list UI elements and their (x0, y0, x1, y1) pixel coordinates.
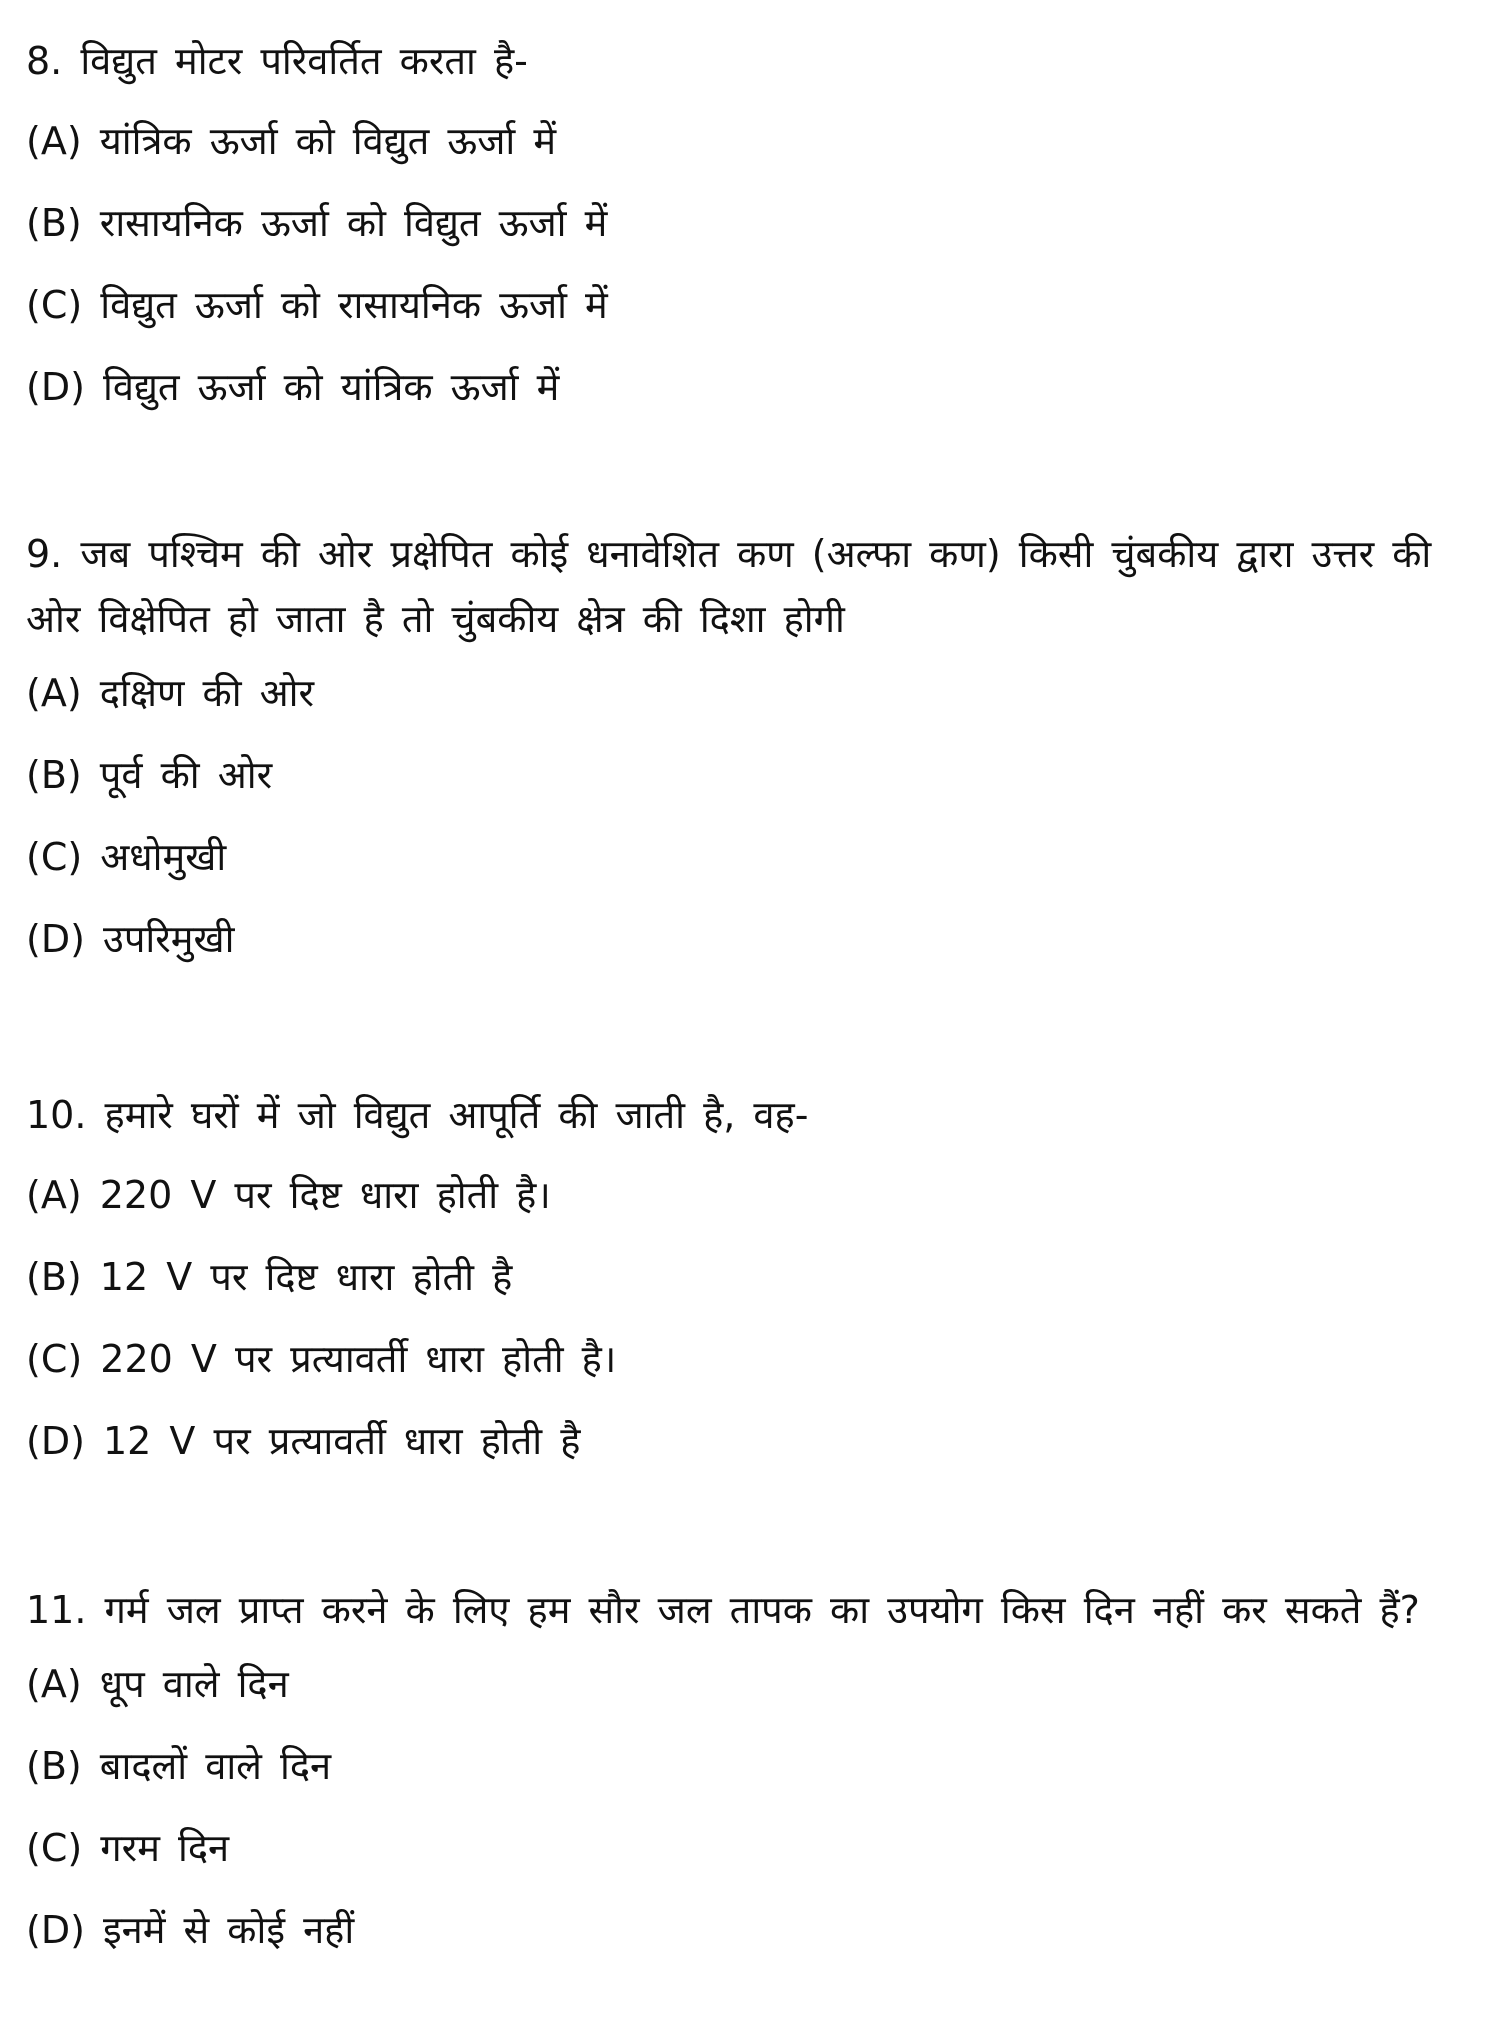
option-d: (D) इनमें से कोई नहीं (26, 1908, 355, 1952)
question-8 (26, 22, 1465, 428)
option-b: (B) रासायनिक ऊर्जा को विद्युत ऊर्जा में (26, 201, 608, 245)
question-9 (26, 522, 1465, 980)
option-c: (C) 220 V पर प्रत्यावर्ती धारा होती है। (26, 1337, 617, 1381)
option-c: (C) विद्युत ऊर्जा को रासायनिक ऊर्जा में (26, 283, 608, 327)
question-11 (26, 1578, 1465, 1971)
option-a: (A) दक्षिण की ओर (26, 671, 315, 715)
option-b: (B) 12 V पर दिष्ट धारा होती है (26, 1255, 513, 1299)
option-c: (C) गरम दिन (26, 1826, 230, 1870)
option-b: (B) बादलों वाले दिन (26, 1744, 332, 1788)
question-text: 11. गर्म जल प्राप्त करने के लिए हम सौर जल तापक का उपयोग किस दिन नहीं कर सकते हैं? (26, 1588, 1420, 1632)
question-text: 9. जब पश्चिम की ओर प्रक्षेपित कोई धनावेशित कण (अल्फा कण) किसी चुंबकीय द्वारा उत्तर की ओर विक्षेपित हो जाता है तो चुंबकीय क्षेत्र की दिशा होगी (26, 532, 1432, 641)
option-d: (D) उपरिमुखी (26, 917, 235, 961)
option-a: (A) 220 V पर दिष्ट धारा होती है। (26, 1173, 551, 1217)
question-text: 10. हमारे घरों में जो विद्युत आपूर्ति की जाती है, वह- (26, 1093, 809, 1137)
question-text: 8. विद्युत मोटर परिवर्तित करता है- (26, 39, 528, 83)
option-c: (C) अधोमुखी (26, 835, 227, 879)
option-b: (B) पूर्व की ओर (26, 753, 273, 797)
option-a: (A) धूप वाले दिन (26, 1662, 289, 1706)
option-d: (D) 12 V पर प्रत्यावर्ती धारा होती है (26, 1419, 581, 1463)
question-10 (26, 1076, 1465, 1482)
option-d: (D) विद्युत ऊर्जा को यांत्रिक ऊर्जा में (26, 365, 560, 409)
option-a: (A) यांत्रिक ऊर्जा को विद्युत ऊर्जा में (26, 119, 557, 163)
